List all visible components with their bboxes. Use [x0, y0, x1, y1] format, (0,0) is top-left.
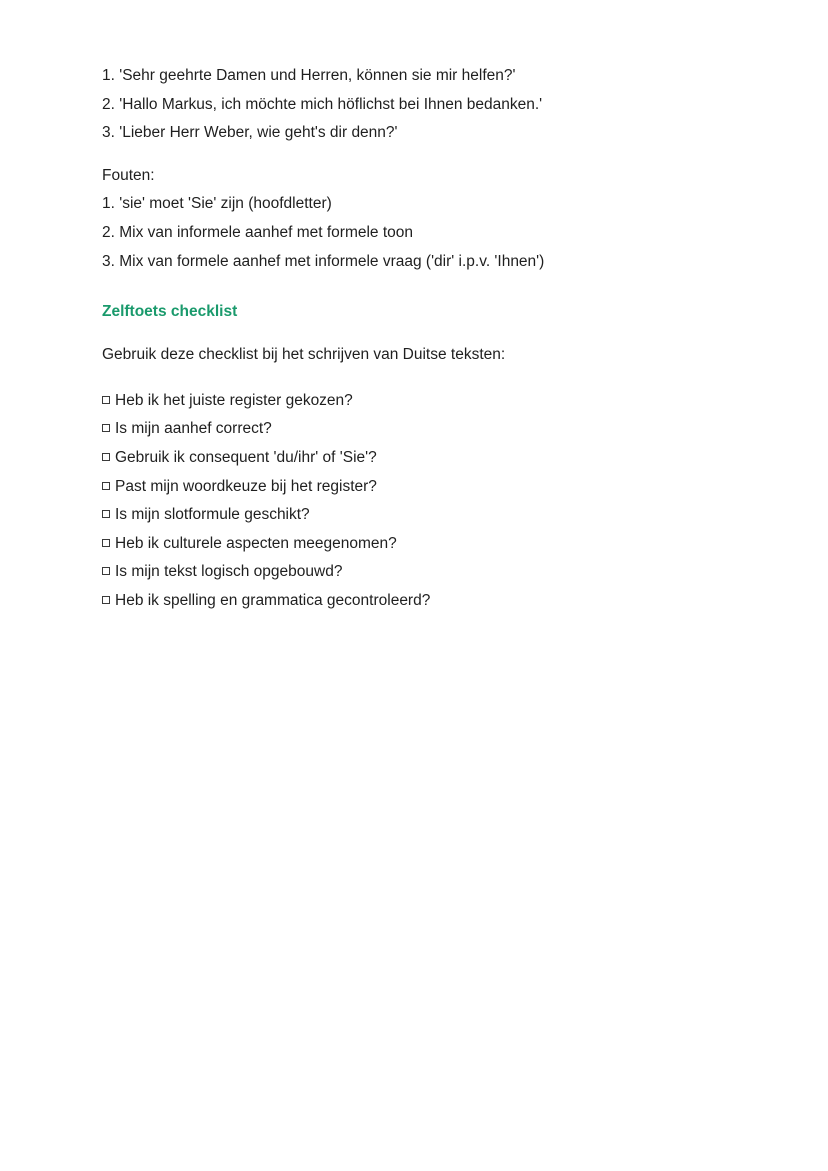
- errors-label: Fouten:: [102, 166, 155, 184]
- checklist-item-label: Past mijn woordkeuze bij het register?: [115, 477, 377, 495]
- document-page: [102, 62, 762, 616]
- checklist: [102, 387, 762, 616]
- example-item: 2. 'Hallo Markus, ich möchte mich höflichst bei Ihnen bedanken.': [102, 95, 543, 113]
- checklist-item: [102, 501, 762, 530]
- section-heading: Zelftoets checklist: [102, 303, 238, 321]
- checkbox-icon: [102, 453, 110, 461]
- checklist-item: [102, 587, 762, 616]
- checklist-item-label: Is mijn aanhef correct?: [115, 420, 272, 438]
- checklist-item-label: Heb ik spelling en grammatica gecontroleerd?: [115, 591, 431, 609]
- checklist-item: [102, 473, 762, 502]
- checkbox-icon: [102, 396, 110, 404]
- example-item: 1. 'Sehr geehrte Damen und Herren, können sie mir helfen?': [102, 67, 516, 84]
- errors-section: [102, 162, 762, 276]
- checklist-item-label: Heb ik culturele aspecten meegenomen?: [115, 534, 397, 552]
- checkbox-icon: [102, 539, 110, 547]
- checkbox-icon: [102, 482, 110, 490]
- checklist-item: [102, 415, 762, 444]
- error-item: 1. 'sie' moet 'Sie' zijn (hoofdletter): [102, 195, 332, 213]
- checklist-item: [102, 558, 762, 587]
- example-item: 3. 'Lieber Herr Weber, wie geht's dir denn?': [102, 124, 398, 142]
- checkbox-icon: [102, 596, 110, 604]
- checklist-item: [102, 444, 762, 473]
- checklist-item: [102, 530, 762, 559]
- checkbox-icon: [102, 424, 110, 432]
- checkbox-icon: [102, 510, 110, 518]
- example-list: [102, 62, 762, 148]
- checklist-item-label: Is mijn slotformule geschikt?: [115, 506, 310, 524]
- error-item: 3. Mix van formele aanhef met informele vraag ('dir' i.p.v. 'Ihnen'): [102, 252, 545, 270]
- checkbox-icon: [102, 567, 110, 575]
- checklist-item: [102, 387, 762, 416]
- checklist-intro: Gebruik deze checklist bij het schrijven van Duitse teksten:: [102, 346, 506, 364]
- checklist-item-label: Gebruik ik consequent 'du/ihr' of 'Sie'?: [115, 448, 377, 466]
- checklist-item-label: Heb ik het juiste register gekozen?: [115, 391, 353, 409]
- error-item: 2. Mix van informele aanhef met formele toon: [102, 223, 414, 241]
- checklist-item-label: Is mijn tekst logisch opgebouwd?: [115, 563, 343, 581]
